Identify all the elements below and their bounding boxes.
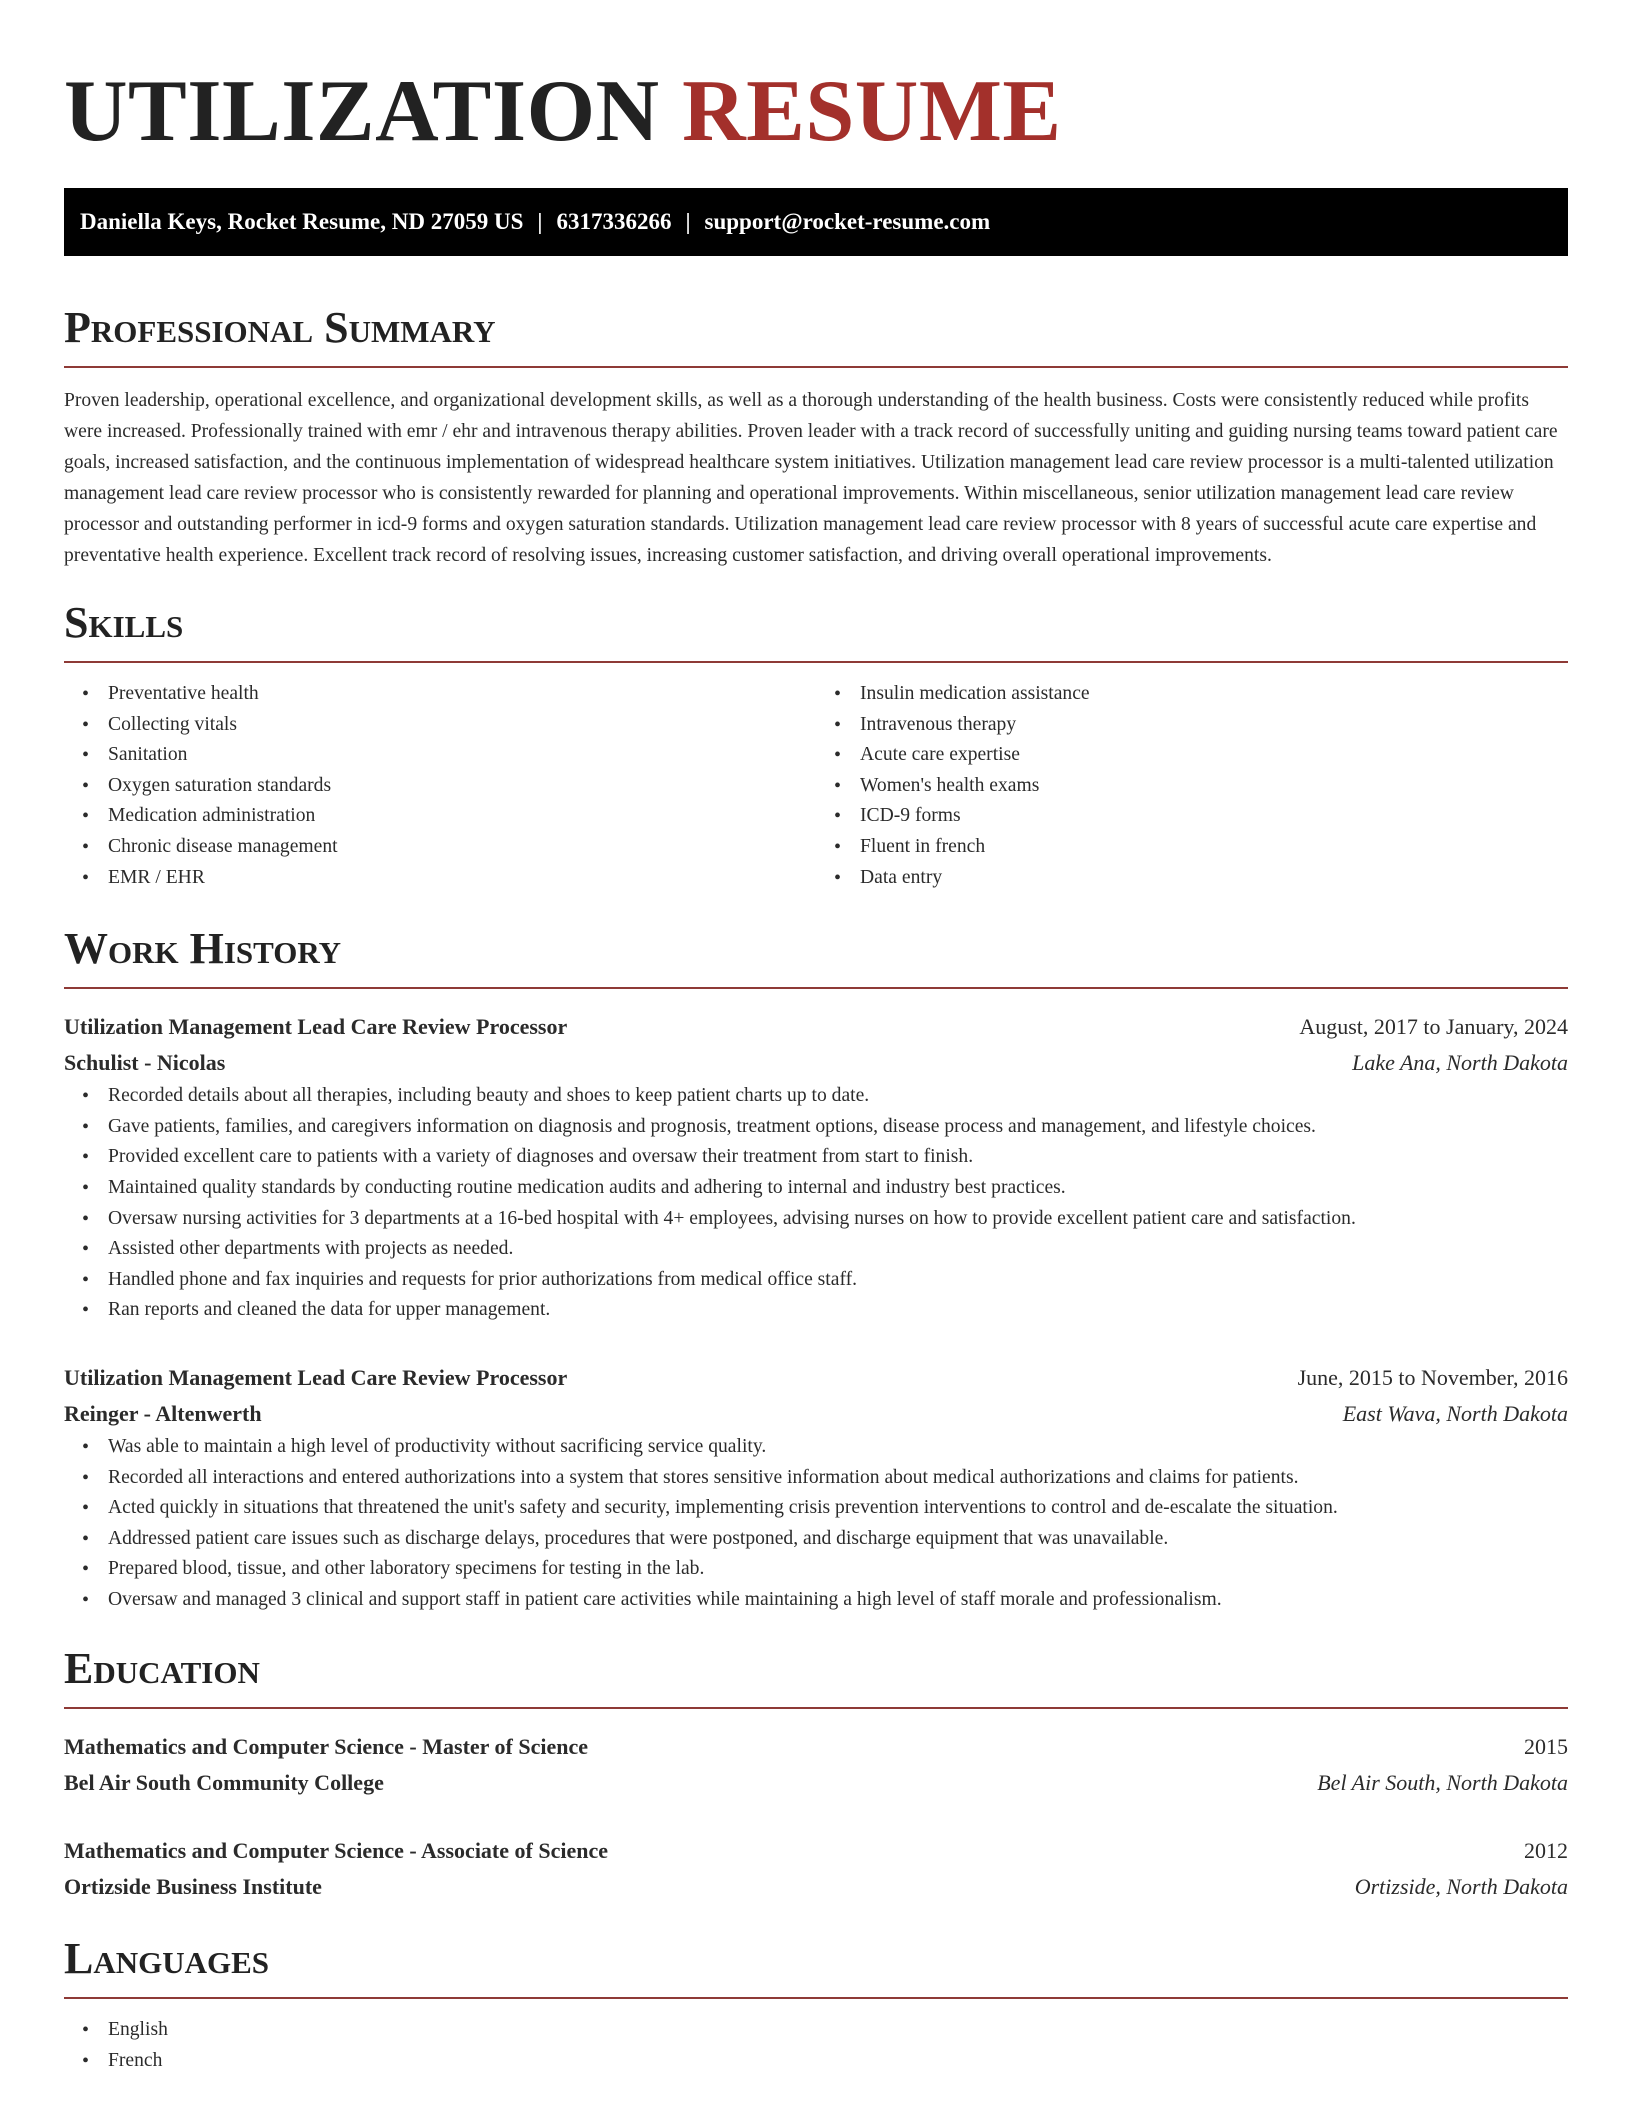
education-degree: Mathematics and Computer Science - Master of Science [64, 1734, 589, 1760]
job-title-row [64, 1360, 1568, 1396]
skill-item: • Fluent in french [816, 832, 1568, 863]
summary-text: Proven leadership, operational excellence, and organizational development skills, as well as a thorough understanding of the health business. Costs were consistently reduced while profits were increased. Professionally trained with emr / ehr and intravenous therapy abilities. Proven leader with a track record of successfully uniting and guiding nursing teams toward patient care goals, increased satisfaction, and the continuous implementation of widespread healthcare system initiatives. Utilization management lead care review processor is a multi-talented utilization management lead care review processor who is consistently rewarded for planning and operational improvements. Within miscellaneous, senior utilization management lead care review processor and outstanding performer in icd-9 forms and oxygen saturation standards. Utilization management lead care review processor with 8 years of successful acute care expertise and preventative health experience. Excellent track record of resolving issues, increasing customer satisfaction, and driving overall operational improvements. [64, 390, 1558, 566]
job-company-row [64, 1396, 1568, 1432]
job-title: Utilization Management Lead Care Review Processor [64, 1364, 568, 1390]
job-dates: June, 2015 to November, 2016 [1297, 1364, 1568, 1390]
contact-separator: | [685, 209, 691, 234]
title-main: UTILIZATION [64, 63, 660, 160]
job-company: Reinger - Altenwerth [64, 1400, 262, 1426]
job-bullet: • Handled phone and fax inquiries and requests for prior authorizations from medical office staff. [64, 1265, 1568, 1296]
job-bullet: • Gave patients, families, and caregivers information on diagnosis and prognosis, treatment options, disease process and management, and lifestyle choices. [64, 1112, 1568, 1143]
language-item: • French [64, 2046, 1568, 2077]
resume-title [64, 63, 1568, 160]
job-company-row [64, 1045, 1568, 1081]
skill-item: • Women's health exams [816, 771, 1568, 802]
job-bullet: • Assisted other departments with projects as needed. [64, 1234, 1568, 1265]
skill-item: • Acute care expertise [816, 740, 1568, 771]
education-school: Bel Air South Community College [64, 1770, 384, 1796]
skill-item: • ICD-9 forms [816, 801, 1568, 832]
title-accent: RESUME [682, 63, 1062, 160]
job-entry [64, 1360, 1568, 1616]
language-item: • English [64, 2015, 1568, 2046]
skills-list-right [816, 679, 1568, 893]
job-bullet: • Oversaw nursing activities for 3 departments at a 16-bed hospital with 4+ employees, advising nurses on how to provide excellent patient care and satisfaction. [64, 1204, 1568, 1235]
summary-heading: Professional Summary [64, 306, 1568, 368]
contact-email[interactable]: support@rocket-resume.com [704, 209, 991, 234]
job-company: Schulist - Nicolas [64, 1050, 226, 1076]
skill-item: • Oxygen saturation standards [64, 771, 816, 802]
contact-separator: | [537, 209, 543, 234]
work-section [64, 924, 1568, 1615]
skills-section [64, 598, 1568, 893]
skill-item: • EMR / EHR [64, 863, 816, 894]
education-entry [64, 1833, 1568, 1905]
job-bullet: • Maintained quality standards by conducting routine medication audits and adhering to internal and industry best practices. [64, 1173, 1568, 1204]
job-location: Lake Ana, North Dakota [1352, 1050, 1568, 1076]
skill-item: • Collecting vitals [64, 710, 816, 741]
skill-item: • Data entry [816, 863, 1568, 894]
education-school: Ortizside Business Institute [64, 1874, 322, 1900]
education-school-row [64, 1869, 1568, 1905]
skill-item: • Sanitation [64, 740, 816, 771]
skills-heading: Skills [64, 601, 1568, 663]
education-degree: Mathematics and Computer Science - Associate of Science [64, 1838, 608, 1864]
education-degree-row [64, 1729, 1568, 1765]
skill-item: • Chronic disease management [64, 832, 816, 863]
contact-address: Daniella Keys, Rocket Resume, ND 27059 US [80, 209, 524, 234]
job-dates: August, 2017 to January, 2024 [1299, 1014, 1568, 1040]
summary-section [64, 303, 1568, 571]
job-bullet: • Oversaw and managed 3 clinical and support staff in patient care activities while maintaining a high level of staff morale and professionalism. [64, 1585, 1568, 1616]
education-year: 2015 [1524, 1734, 1568, 1760]
education-location: Ortizside, North Dakota [1354, 1874, 1568, 1900]
education-section [64, 1644, 1568, 1905]
job-entry [64, 1009, 1568, 1326]
job-bullet: • Was able to maintain a high level of productivity without sacrificing service quality. [64, 1432, 1568, 1463]
skill-item: • Insulin medication assistance [816, 679, 1568, 710]
skills-list-left [64, 679, 816, 893]
education-location: Bel Air South, North Dakota [1317, 1770, 1568, 1796]
job-bullet: • Recorded details about all therapies, including beauty and shoes to keep patient charts up to date. [64, 1081, 1568, 1112]
contact-phone[interactable]: 6317336266 [556, 209, 672, 234]
education-heading: Education [64, 1647, 1568, 1709]
education-entry [64, 1729, 1568, 1801]
contact-bar [64, 188, 1568, 256]
languages-heading: Languages [64, 1937, 1568, 1999]
job-bullet: • Provided excellent care to patients with a variety of diagnoses and oversaw their treatment from start to finish. [64, 1142, 1568, 1173]
work-heading: Work History [64, 927, 1568, 989]
job-title-row [64, 1009, 1568, 1045]
education-degree-row [64, 1833, 1568, 1869]
skills-grid [64, 679, 1568, 893]
job-bullet: • Prepared blood, tissue, and other laboratory specimens for testing in the lab. [64, 1554, 1568, 1585]
skill-item: • Intravenous therapy [816, 710, 1568, 741]
skill-item: • Preventative health [64, 679, 816, 710]
job-bullet: • Ran reports and cleaned the data for upper management. [64, 1295, 1568, 1326]
job-bullet: • Addressed patient care issues such as discharge delays, procedures that were postponed, and discharge equipment that was unavailable. [64, 1524, 1568, 1555]
education-year: 2012 [1524, 1838, 1568, 1864]
job-bullets [64, 1432, 1568, 1616]
job-location: East Wava, North Dakota [1342, 1400, 1568, 1426]
job-bullet: • Recorded all interactions and entered authorizations into a system that stores sensitive information about medical authorizations and claims for patients. [64, 1463, 1568, 1494]
job-bullets [64, 1081, 1568, 1326]
job-title: Utilization Management Lead Care Review Processor [64, 1014, 568, 1040]
skill-item: • Medication administration [64, 801, 816, 832]
job-bullet: • Acted quickly in situations that threatened the unit's safety and security, implementing crisis prevention interventions to control and de-escalate the situation. [64, 1493, 1568, 1524]
languages-list [64, 2015, 1568, 2076]
languages-section [64, 1934, 1568, 2076]
education-school-row [64, 1765, 1568, 1801]
